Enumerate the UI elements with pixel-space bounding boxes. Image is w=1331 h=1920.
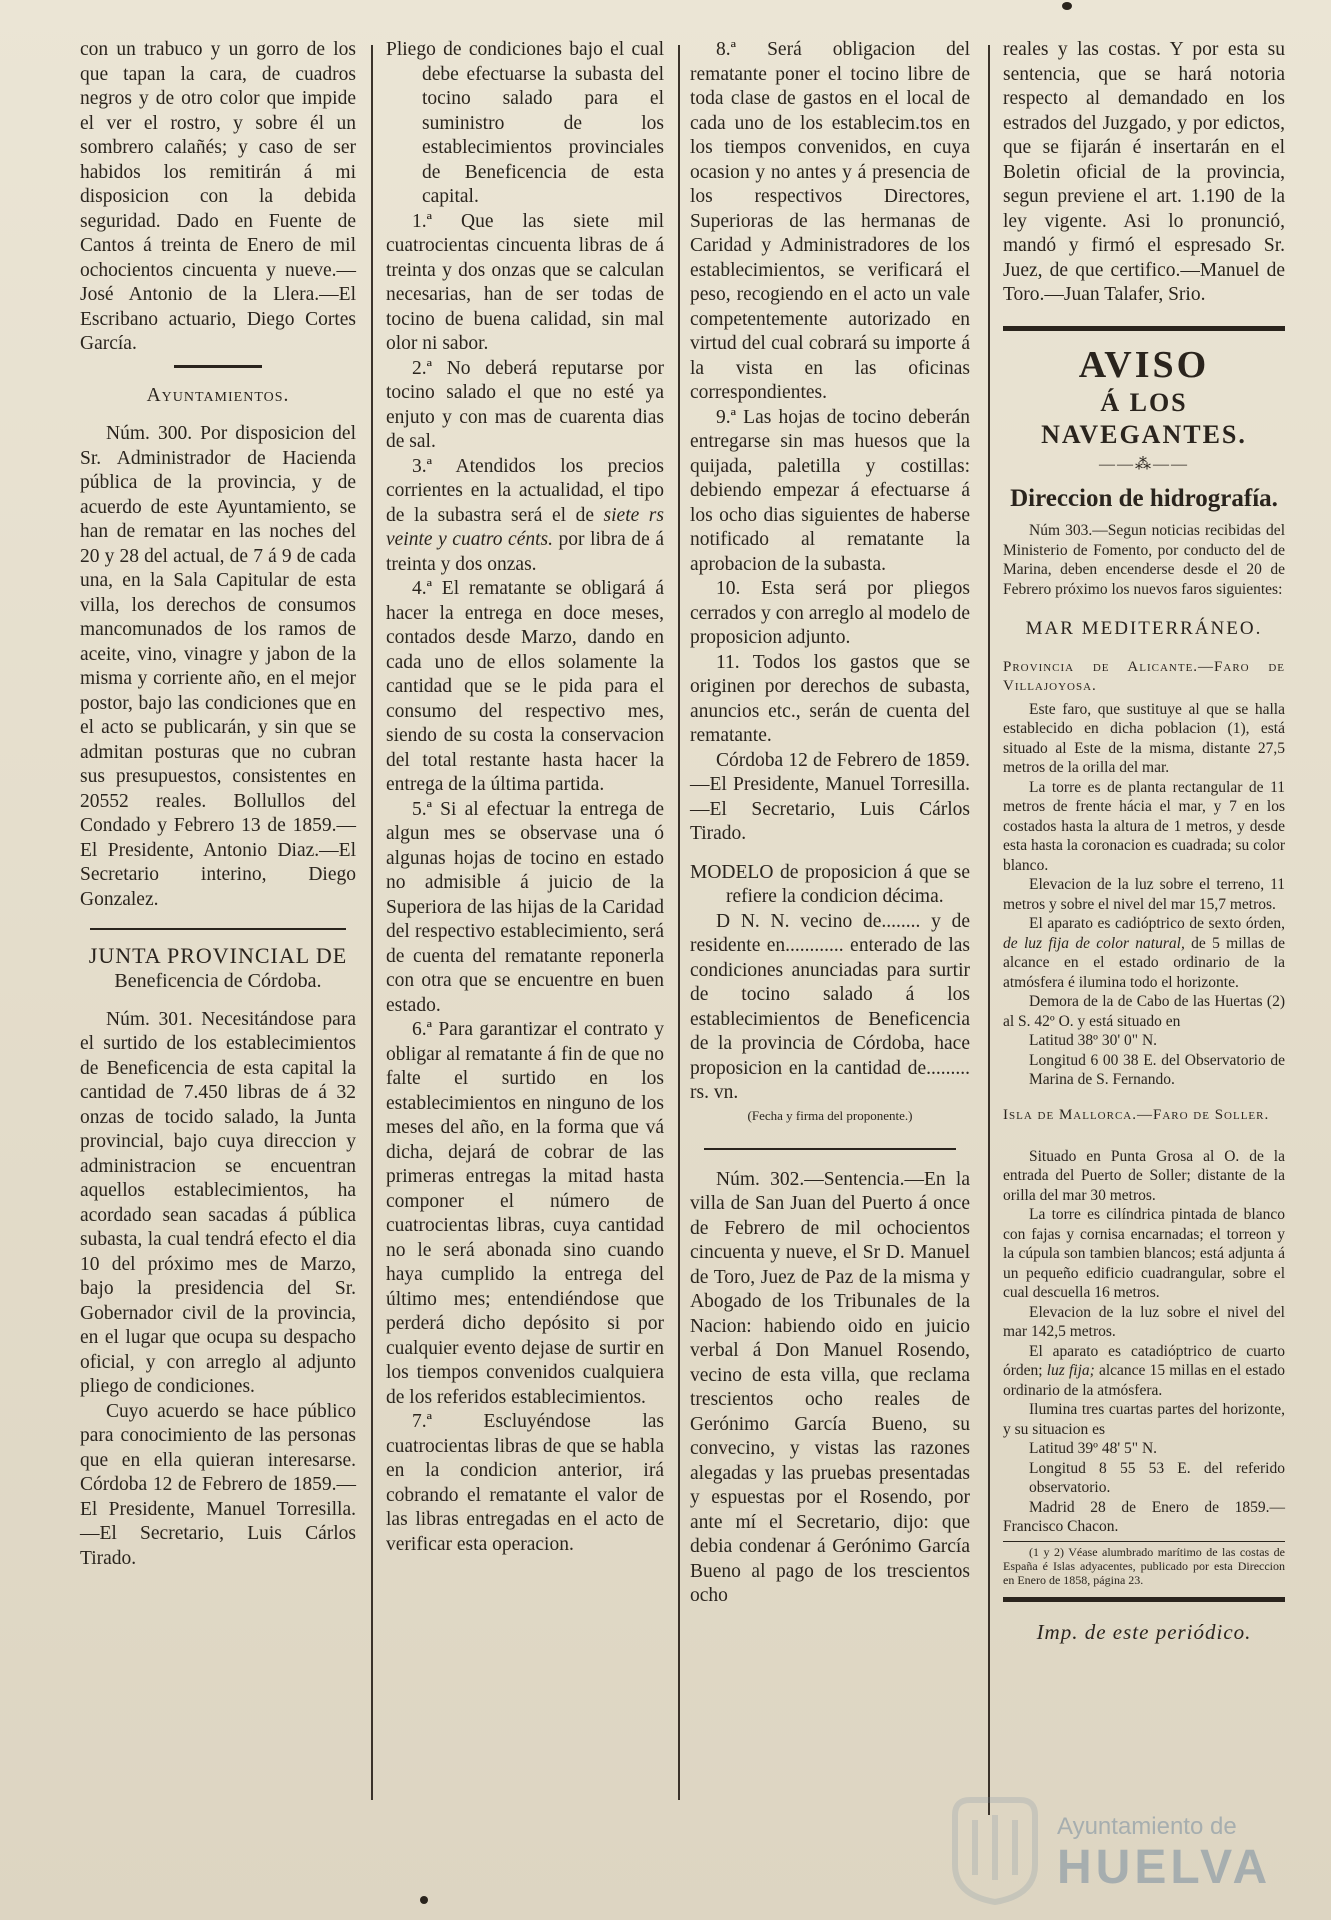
condition-6: 6.ª Para garantizar el contrato y obligar al rematante á fin de que no falte el surtido en los establecimientos en ninguno de los meses del año, en la forma que vá dicha, dejará de cobrar de las primeras entregas la mitad hasta componer el número de cuatrocientas libras, cuya cantidad no le será abonada sino cuando haya cumplido la entrega del último mes; entendiéndose que perderá dicho depósito si por cualquier evento dejase de surtir en los tiempos convenidos cualquiera de los referidos establecimientos. xyxy=(386,1019,664,1408)
footnote: (1 y 2) Véase alumbrado marítimo de las costas de España é Islas adyacentes, publicado por esta Direccion en Enero de 1858, página 23. xyxy=(1003,1544,1285,1587)
condition-11: 11. Todos los gastos que se originen por derechos de subasta, anuncios etc., serán de cuenta del rematante. xyxy=(690,651,970,746)
section-divider xyxy=(1003,326,1285,331)
footnote-rule xyxy=(1003,1541,1285,1542)
villajoyosa-p3: Elevacion de la luz sobre el terreno, 11 metros y sobre el nivel del mar 15,7 metros. xyxy=(1003,876,1285,913)
sentence-302: Núm. 302.—Sentencia.—En la villa de San Juan del Puerto á once de Febrero de mil ochocientos cincuenta y nueve, el Sr D. Manuel de Toro, Juez de Paz de la misma y Abogado de los Tribunales de la Nacion: habiendo oido en juicio verbal á Don Manuel Rosendo, vecino de esta villa, que reclama trescientos ocho reales de Gerónimo García Bueno, su convecino, y vistas las razones alegadas y las pruebas presentadas y espuestas por el Rosendo, por ante mí el Secretario, dijo: que debia condenar á Gerónimo García Bueno al pago de los trescientos ocho xyxy=(690,1168,970,1606)
faro-villajoyosa-heading: Provincia de Alicante.—Faro de Villajoyosa. xyxy=(1003,658,1285,694)
soller-p4: El aparato es catadióptrico de cuarto órden; luz fija; alcance 15 millas en el estado ordinario de la atmósfera. xyxy=(1003,1342,1285,1399)
watermark-line-2: HUELVA xyxy=(1057,1841,1272,1894)
villajoyosa-longitude: Longitud 6 00 38 E. del Observatorio de Marina de S. Fernando. xyxy=(1029,1051,1285,1088)
soller-p1: Situado en Punta Grosa al O. de la entrada del Puerto de Soller; distante de la orilla del mar 30 metros. xyxy=(1003,1147,1285,1204)
condition-10: 10. Esta será por pliegos cerrados y con arreglo al modelo de proposicion adjunto. xyxy=(690,578,970,648)
soller-p3: Elevacion de la luz sobre el nivel del mar 142,5 metros. xyxy=(1003,1303,1285,1340)
notice-301: Núm. 301. Necesitándose para el surtido de los establecimientos de Beneficencia de esta capital la cantidad de 7.450 libras de á 32 onzas de tocido salado, la Junta provincial, bajo cuya direccion y administracion se encuentran aquellos establecimientos, ha acordado sean sacadas á pública subasta, la cual tendrá efecto el dia 10 del próximo mes de Marzo, bajo la presidencia del Sr. Gobernador civil de la provincia, en el lugar que ocupa su despacho oficial, y con arreglo al adjunto pliego de condiciones. xyxy=(80,1008,356,1397)
soller-longitude: Longitud 8 55 53 E. del referido observatorio. xyxy=(1029,1459,1285,1496)
condition-5: 5.ª Si al efectuar la entrega de algun mes se observase una ó algunas hojas de tocino en estado no admisible á juicio de la Superiora de las hijas de la Caridad del respectivo establecimiento, será de cuenta del rematante reponerla con otra que se encuentre en buen estado. xyxy=(386,798,664,1016)
villajoyosa-p5: Demora de la de Cabo de las Huertas (2) al S. 42º O. y está situado en xyxy=(1003,993,1285,1030)
soller-p2: La torre es cilíndrica pintada de blanco con fajas y cornisa encarnadas; el torreon y la cúpula son tambien blancos; está adjunta á un pequeño edificio cuadrangular, sobre el cual descuella 16 metros. xyxy=(1003,1206,1285,1301)
ornament-divider: ——⁂—— xyxy=(1099,455,1189,473)
pliego-signature: Córdoba 12 de Febrero de 1859.—El Presidente, Manuel Torresilla.—El Secretario, Luis Cárlos Tirado. xyxy=(690,749,970,844)
notice-303: Núm 303.—Segun noticias recibidas del Ministerio de Fomento, por conducto del de Marina, deben encenderse desde el 20 de Febrero próximo los nuevos faros siguientes: xyxy=(1003,522,1285,598)
column-rule xyxy=(988,45,990,1815)
villajoyosa-p4: El aparato es cadióptrico de sexto órden, de luz fija de color natural, de 5 millas de alcance en el estado ordinario de la atmósfera é ilumina todo el horizonte. xyxy=(1003,915,1285,991)
condition-4: 4.ª El rematante se obligará á hacer la entrega en doce meses, contados desde Marzo, dando en cada uno de ellos solamente la cantidad que se le pida para el consumo del respectivo mes, siendo de su costa la conservacion del total restante hasta hacer la entrega de la última partida. xyxy=(386,578,664,795)
section-divider xyxy=(90,928,346,930)
condition-2: 2.ª No deberá reputarse por tocino salado el que no esté ya enjuto y con mas de cuarenta dias de sal. xyxy=(386,357,664,452)
notice-300: Núm. 300. Por disposicion del Sr. Administrador de Hacienda pública de la provincia, y de acuerdo de este Ayuntamiento, se han de rematar en las noches del 20 y 28 del actual, de 7 á 9 de cada una, en la Sala Capitular de esta villa, los derechos de consumos mancomunados de los ramos de aceite, vino, vinagre y jabon de la misma y corriente año, en el mejor postor, bajo las condiciones que en el acto se publicarán, y sin que se admitan posturas que no cubran sus presupuestos, consistentes en 20552 reales. Bollullos del Condado y Febrero 13 de 1859.—El Presidente, Antonio Diaz.—El Secretario interino, Diego Gonzalez. xyxy=(80,423,356,910)
soller-signature: Madrid 28 de Enero de 1859.—Francisco Chacon. xyxy=(1003,1498,1285,1535)
condition-8: 8.ª Será obligacion del rematante poner el tocino libre de toda clase de gastos en el local de cada uno de los establecim.tos en los tiempos convenidos, en cuya ocasion y no antes y á presencia de los respectivos Directores, Superioras de las hermanas de Caridad y Administradores de los establecimientos, se verificará el peso, recogiendo en el acto un vale competentemente autorizado en virtud del cual cobrará su importe á la vista en las oficinas correspondientes. xyxy=(690,39,970,403)
direccion-heading: Direccion de hidrografía. xyxy=(1010,485,1278,512)
junta-title: JUNTA PROVINCIAL DE xyxy=(88,943,348,968)
condition-9: 9.ª Las hojas de tocino deberán entregarse sin mas huesos que la quijada, paletilla y costillas: debiendo empezar á efectuarse á los ocho dias siguientes de haberse notificado al rematante la aprobacion de la subasta. xyxy=(690,406,970,575)
mar-mediterraneo-heading: MAR MEDITERRÁNEO. xyxy=(1025,618,1263,639)
notice-301-closing: Cuyo acuerdo se hace público para conocimiento de las personas que en ella quieran interesarse. Córdoba 12 de Febrero de 1859.—El Presidente, Manuel Torresilla.—El Secretario, Luis Cárlos Tirado. xyxy=(80,1400,356,1569)
faro-soller-heading: Isla de Mallorca.—Faro de Soller. xyxy=(1003,1106,1270,1123)
condition-1: 1.ª Que las siete mil cuatrocientas cincuenta libras de á treinta y dos onzas que se calculan necesarias, han de ser todas de tocino de buena calidad, sin mal olor ni sabor. xyxy=(386,210,664,354)
modelo-heading: MODELO de proposicion á que se refiere la condicion décima. xyxy=(690,861,970,907)
modelo-firma: (Fecha y firma del proponente.) xyxy=(747,1107,913,1123)
ink-spot xyxy=(1062,2,1072,10)
section-heading-ayuntamientos: Ayuntamientos. xyxy=(146,384,290,406)
column-rule xyxy=(678,45,680,1800)
section-divider xyxy=(1003,1597,1285,1602)
navegantes-title: Á LOS NAVEGANTES. xyxy=(1041,387,1247,449)
villajoyosa-p1: Este faro, que sustituye al que se halla establecido en dicha poblacion (1), está situado al Este de la misma, distante 27,5 metros de la orilla del mar. xyxy=(1003,700,1285,776)
villajoyosa-p2: La torre es de planta rectangular de 11 metros de frente hácia el mar, y 7 en los costados hasta la altura de 1 metros, y desde esta hasta la coronacion es cuadrada; su color blanco. xyxy=(1003,778,1285,874)
column-1 xyxy=(80,38,356,1571)
soller-p5: Ilumina tres cuartas partes del horizonte, y su situacion es xyxy=(1003,1401,1285,1438)
condition-3: 3.ª Atendidos los precios corrientes en la actualidad, el tipo de la subastra será el de siete rs veinte y cuatro cénts. por libra de á treinta y dos onzas. xyxy=(386,455,664,575)
watermark-line-1: Ayuntamiento de xyxy=(1057,1813,1237,1840)
sentence-302-end: reales y las costas. Y por esta su sentencia, que se hará notoria respecto al demandado en los estrados del Juzgado, y por edictos, que se fijarán é insertarán en el Boletin oficial de la provincia, segun previene el art. 1.190 de la ley vigente. Asi lo pronunció, mandó y firmó el espresado Sr. Juez, de que certifico.—Manuel de Toro.—Juan Talafer, Srio. xyxy=(1003,39,1285,305)
column-2 xyxy=(386,38,664,1557)
aviso-title: AVISO xyxy=(1078,343,1210,386)
section-divider xyxy=(704,1148,956,1150)
column-3 xyxy=(690,38,970,1609)
modelo-body: D N. N. vecino de........ y de residente en............ enterado de las condiciones anunciadas para surtir de tocino salado á los establecimientos de Beneficencia de la provincia de Córdoba, hace proposicion en la cantidad de......... rs. vn. xyxy=(690,910,970,1103)
edict-fuente-de-cantos: con un trabuco y un gorro de los que tapan la cara, de cuadros negros y de otro color que impide el ver el rostro, y sobre él un sombrero calañés; y caso de ser habidos los remitirán á mi disposicion con la debida seguridad. Dado en Fuente de Cantos á treinta de Enero de mil ochocientos cincuenta y nueve.—José Antonio de la Llera.—El Escribano actuario, Diego Cortes García. xyxy=(80,39,356,354)
column-4 xyxy=(1003,38,1285,1644)
junta-subtitle: Beneficencia de Córdoba. xyxy=(114,970,322,992)
section-divider xyxy=(174,365,262,368)
ink-spot xyxy=(420,1896,428,1904)
villajoyosa-latitude: Latitud 38º 30' 0" N. xyxy=(1029,1032,1158,1049)
imprint: Imp. de este periódico. xyxy=(1036,1619,1252,1644)
soller-latitude: Latitud 39º 48' 5" N. xyxy=(1029,1440,1158,1457)
column-rule xyxy=(371,45,373,1800)
condition-7: 7.ª Escluyéndose las cuatrocientas libras de que se habla en la condicion anterior, irá cobrando el rematante el valor de las libras entregadas en el acto de verificar esta operacion. xyxy=(386,1411,664,1555)
pliego-heading: Pliego de condiciones bajo el cual debe efectuarse la subasta del tocino salado para el suministro de los establecimientos provinciales de Beneficencia de esta capital. xyxy=(386,39,664,207)
